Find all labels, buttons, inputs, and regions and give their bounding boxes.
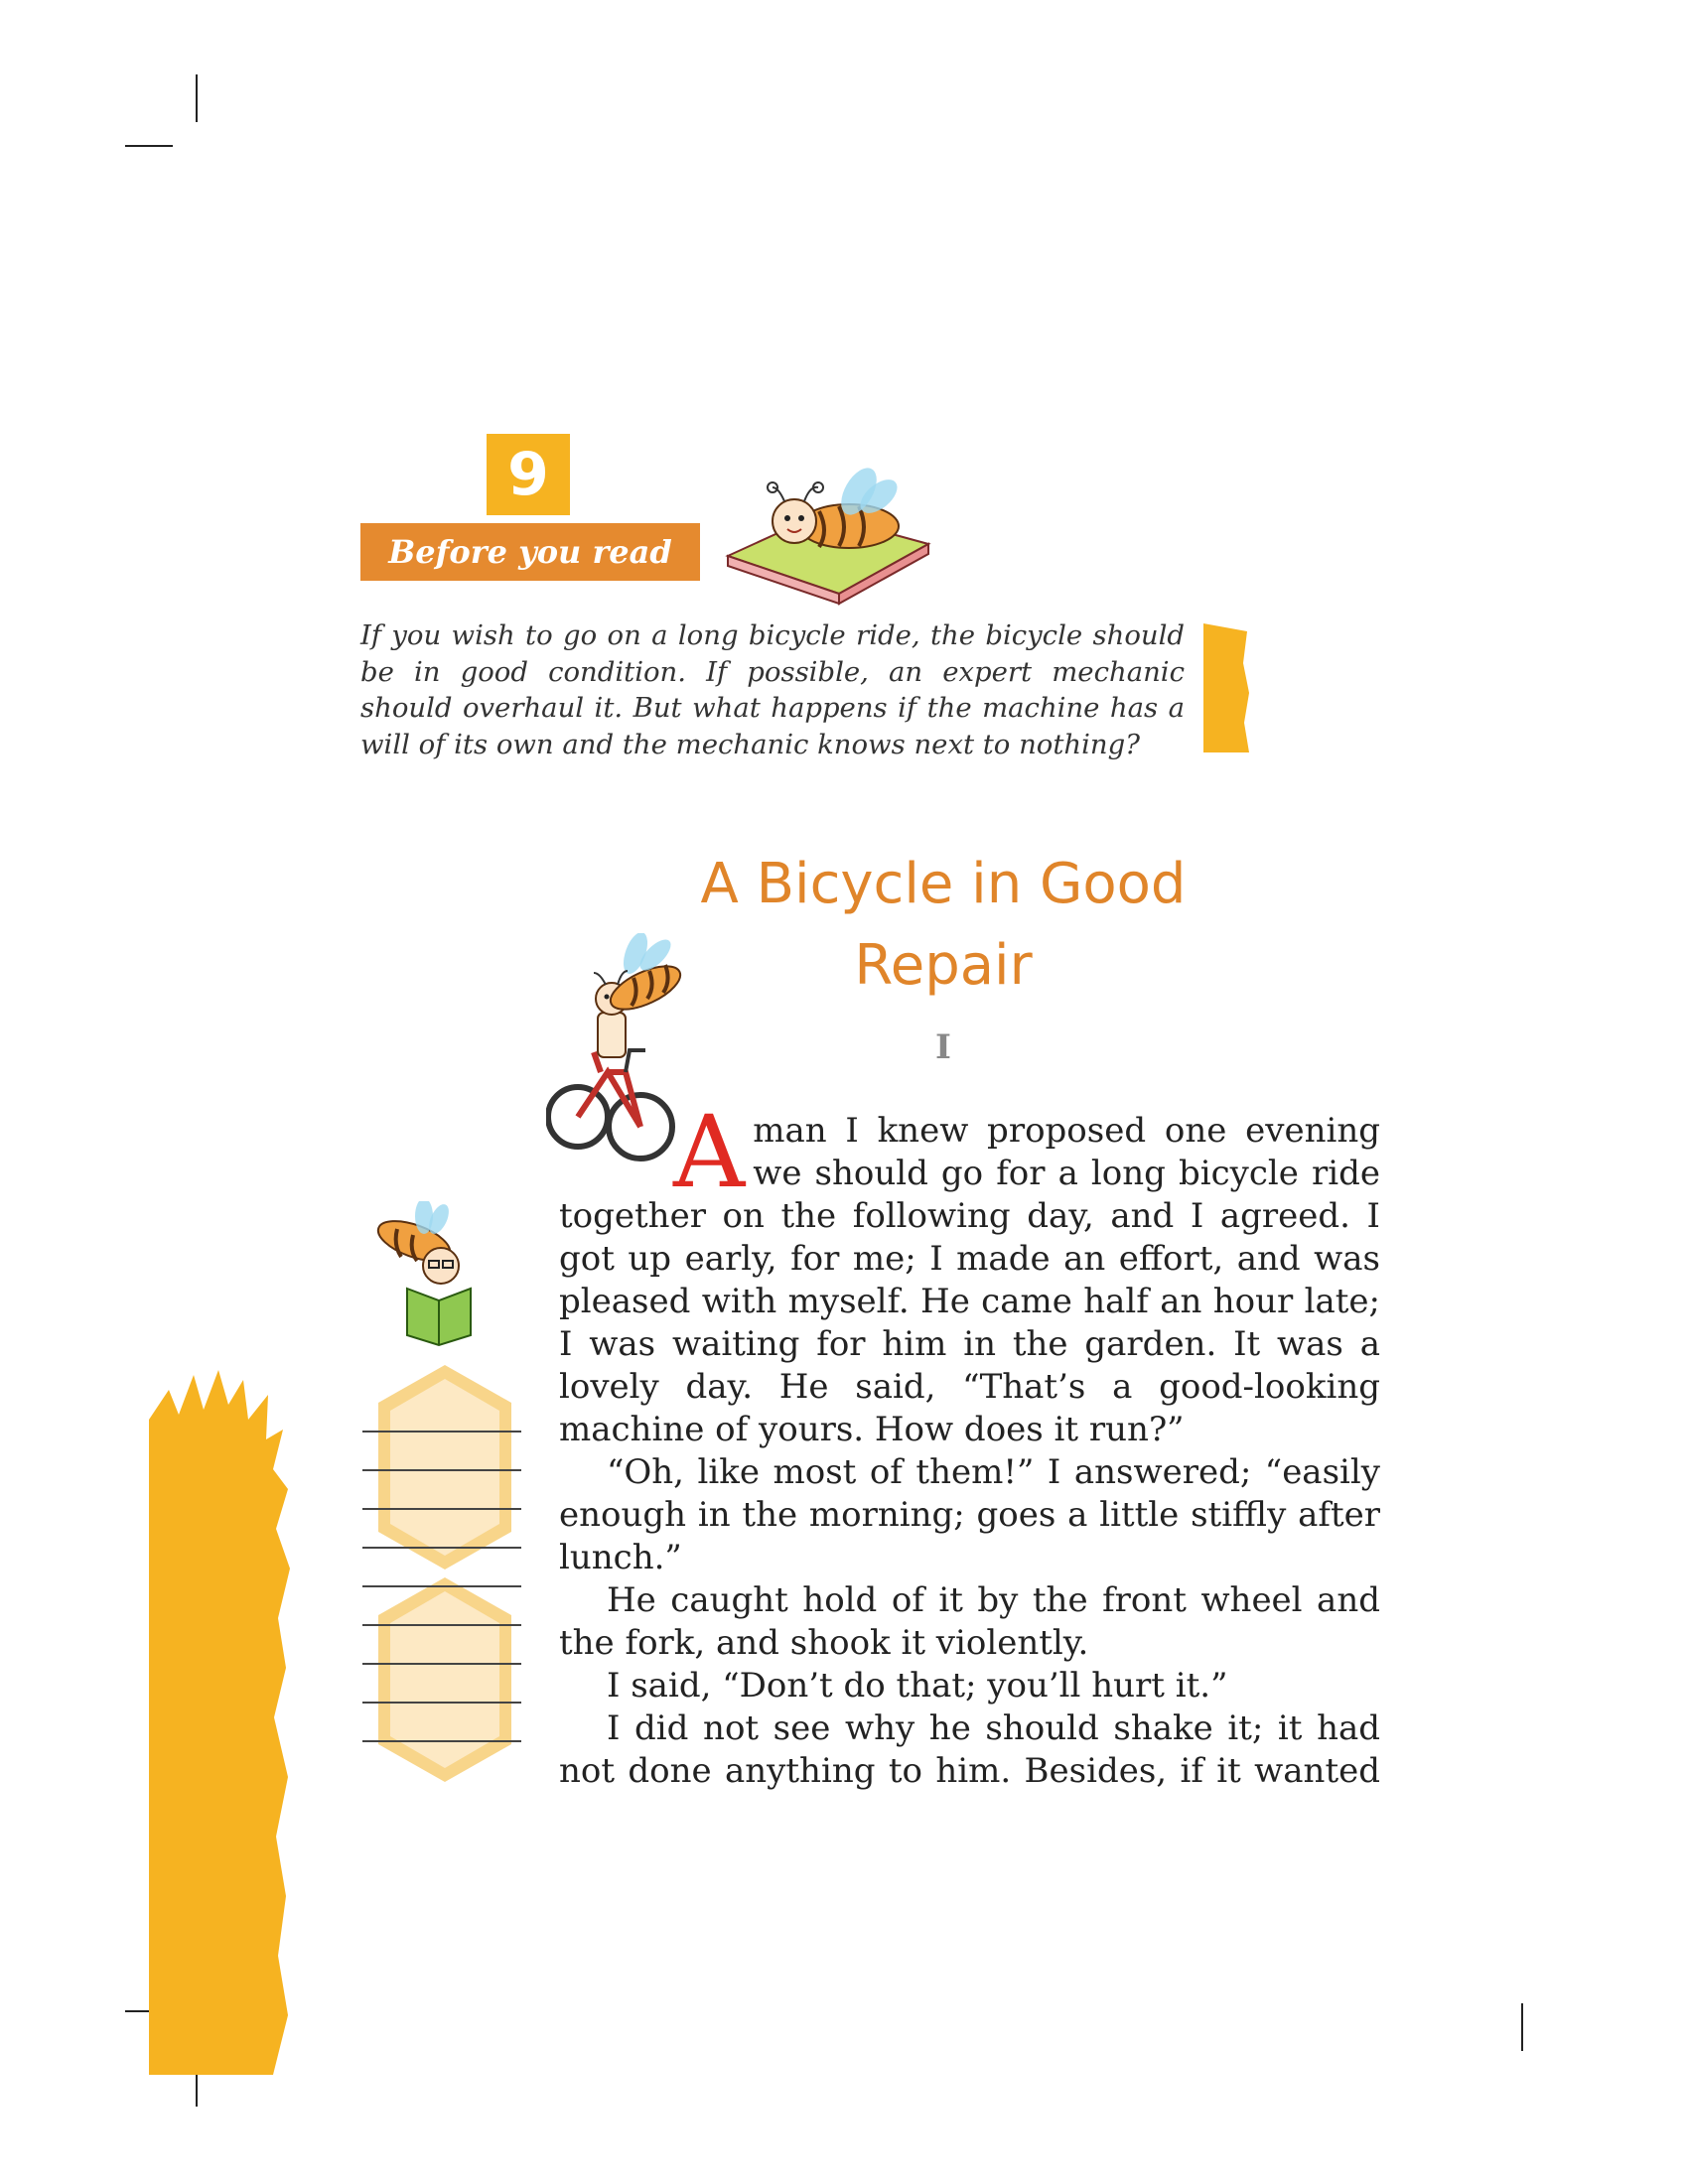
part-number: I [935,1027,951,1067]
bee-on-book-icon [720,467,938,606]
story-paragraph: “Oh, like most of them!” I answered; “easily enough in the morning; goes a little stiffly after lunch.” [559,1452,1380,1577]
drop-cap: A [673,1094,746,1210]
story-body [559,1094,1380,1793]
story-title-line: Repair [854,933,1033,998]
intro-accent-bar [1199,623,1254,752]
before-you-read-label: Before you read [360,523,700,581]
story-paragraph: I said, “Don’t do that; you’ll hurt it.” [607,1666,1228,1706]
story-paragraph [559,1094,1380,1451]
story-paragraph: I did not see why he should shake it; it had not done anything to him. Besides, if it wanted [559,1708,1380,1791]
intro-paragraph: If you wish to go on a long bicycle ride, the bicycle should be in good condition. If possible, an expert mechanic should overhaul it. But what happens if the machine has a will of its own and the mechanic knows next to nothing? [360,619,1185,760]
story-title-line: A Bicycle in Good [700,852,1187,916]
left-accent-bar [149,1360,303,2075]
story-title [635,844,1251,1007]
notes-area [362,1365,531,1797]
crop-mark [125,145,173,147]
crop-mark [1521,2003,1523,2051]
crop-mark [196,74,198,122]
story-paragraph-text: man I knew proposed one evening we should go for a long bicycle ride together on the following day, and I agreed. I got up early, for me; I made an effort, and was pleased with myself. He came half an hour late; I was waiting for him in the garden. It was a lovely day. He said, “That’s a good-looking machine of yours. How does it run?” [559,1111,1380,1449]
story-paragraph: He caught hold of it by the front wheel and the fork, and shook it violently. [559,1580,1380,1663]
chapter-number: 9 [487,434,570,515]
bee-reading-book-icon [369,1201,489,1350]
